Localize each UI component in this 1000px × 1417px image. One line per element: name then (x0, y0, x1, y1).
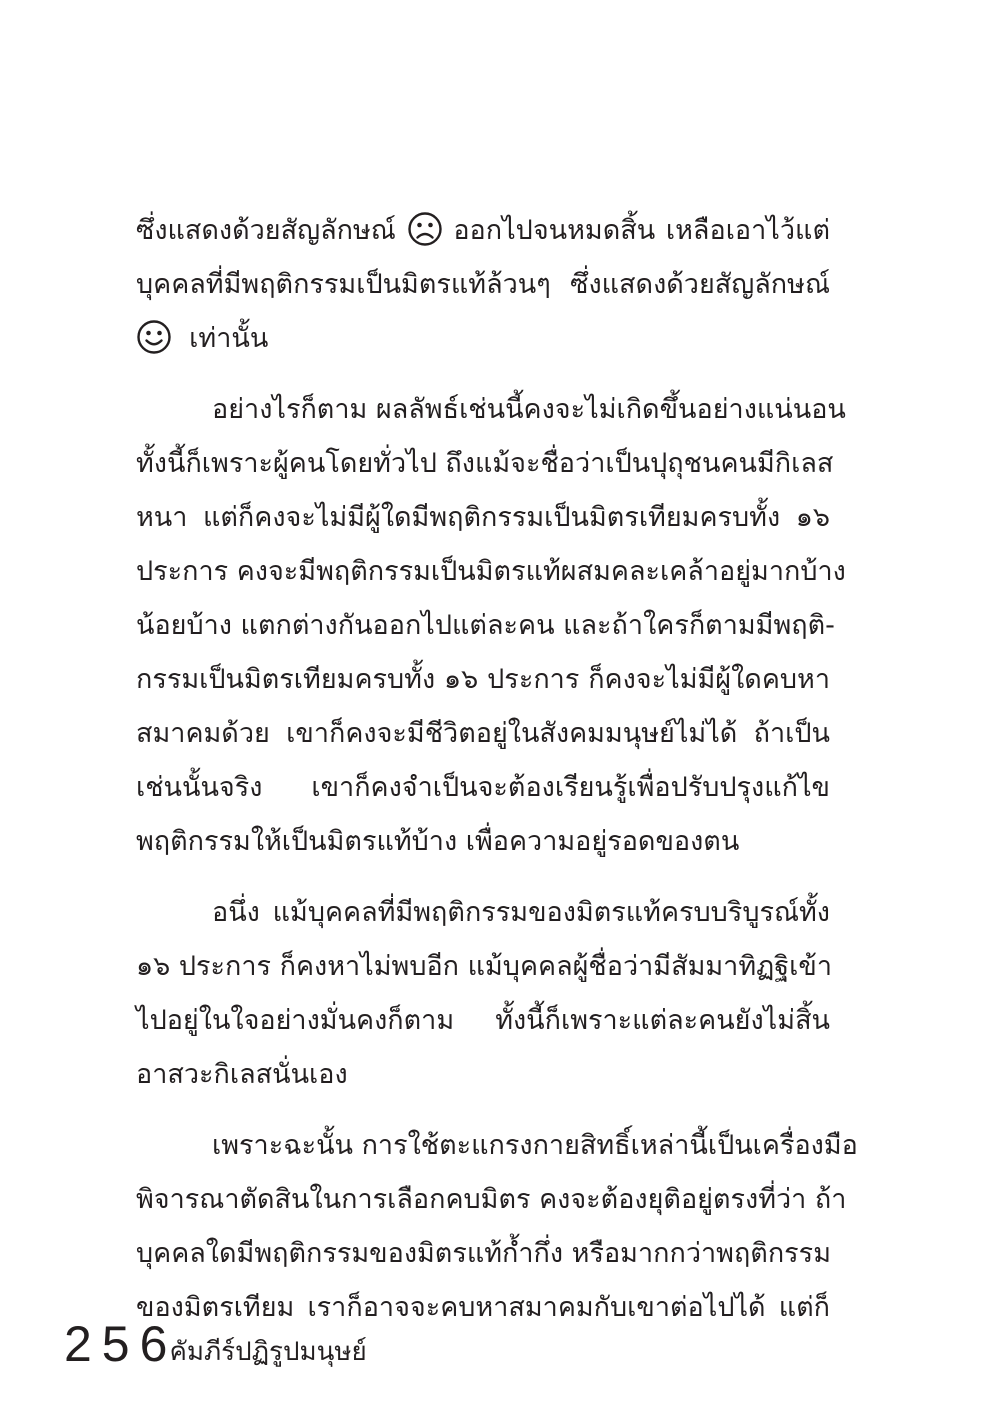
text-line: บุคคลใดมีพฤติกรรมของมิตรแท้ก้ำกึ่ง หรือมากกว่าพฤติกรรม (136, 1238, 831, 1269)
book-title: คัมภีร์ปฏิรูปมนุษย์ (169, 1337, 367, 1367)
text-line: สมาคมด้วย เขาก็คงจะมีชีวิตอยู่ในสังคมมนุษย์ไม่ได้ ถ้าเป็น (136, 718, 830, 749)
paragraph-gap (136, 869, 830, 886)
text-line: กรรมเป็นมิตรเทียมครบทั้ง ๑๖ ประการ ก็คงจะไม่มีผู้ใดคบหา (136, 664, 830, 695)
text-line: ทั้งนี้ก็เพราะผู้คนโดยทั่วไป ถึงแม้จะชื่อว่าเป็นปุถุชนคนมีกิเลส (136, 448, 834, 479)
text-line: เพราะฉะนั้น การใช้ตะแกรงกายสิทธิ์เหล่านี้เป็นเครื่องมือ (212, 1130, 858, 1161)
text-line: ประการ คงจะมีพฤติกรรมเป็นมิตรแท้ผสมคละเคล้าอยู่มากบ้าง (136, 556, 846, 587)
paragraph-2 (136, 383, 846, 869)
text-line: พิจารณาตัดสินในการเลือกคบมิตร คงจะต้องยุติอยู่ตรงที่ว่า ถ้า (136, 1184, 847, 1215)
text-line: พฤติกรรมให้เป็นมิตรแท้บ้าง เพื่อความอยู่รอดของตน (136, 826, 740, 857)
text-line: อาสวะกิเลสนั่นเอง (136, 1059, 348, 1090)
text-line: ไปอยู่ในใจอย่างมั่นคงก็ตาม ทั้งนี้ก็เพราะแต่ละคนยังไม่สิ้น (136, 1005, 830, 1036)
text-line: ซึ่งแสดงด้วยสัญลักษณ์ ออกไปจนหมดสิ้น เหลือเอาไว้แต่ (136, 204, 830, 258)
text-line: อนึ่ง แม้บุคคลที่มีพฤติกรรมของมิตรแท้ครบบริบูรณ์ทั้ง (212, 897, 830, 928)
text-line: เท่านั้น (136, 312, 830, 366)
page-footer (64, 1314, 367, 1374)
sad-face-icon (407, 211, 443, 247)
text-line: ของมิตรเทียม เราก็อาจจะคบหาสมาคมกับเขาต่อไปได้ แต่ก็ (136, 1292, 830, 1323)
paragraph-4 (136, 1119, 858, 1335)
text-line: น้อยบ้าง แตกต่างกันออกไปแต่ละคน และถ้าใครก็ตามมีพฤติ- (136, 610, 835, 641)
paragraph-gap (136, 366, 830, 383)
text-line: หนา แต่ก็คงจะไม่มีผู้ใดมีพฤติกรรมเป็นมิตรเทียมครบทั้ง ๑๖ (136, 502, 830, 533)
paragraph-1 (136, 204, 830, 366)
page-body (136, 204, 858, 1335)
text-line: ๑๖ ประการ ก็คงหาไม่พบอีก แม้บุคคลผู้ชื่อว่ามีสัมมาทิฏฐิเข้า (136, 951, 833, 982)
smiley-face-icon (136, 319, 172, 355)
paragraph-3 (136, 886, 833, 1102)
text-line: บุคคลที่มีพฤติกรรมเป็นมิตรแท้ล้วนๆ ซึ่งแสดงด้วยสัญลักษณ์ (136, 269, 830, 300)
page-number: 256 (64, 1316, 178, 1372)
paragraph-gap (136, 1102, 830, 1119)
text-line: อย่างไรก็ตาม ผลลัพธ์เช่นนี้คงจะไม่เกิดขึ้นอย่างแน่นอน (212, 394, 846, 425)
text-line: เช่นนั้นจริง เขาก็คงจำเป็นจะต้องเรียนรู้เพื่อปรับปรุงแก้ไข (136, 772, 830, 803)
